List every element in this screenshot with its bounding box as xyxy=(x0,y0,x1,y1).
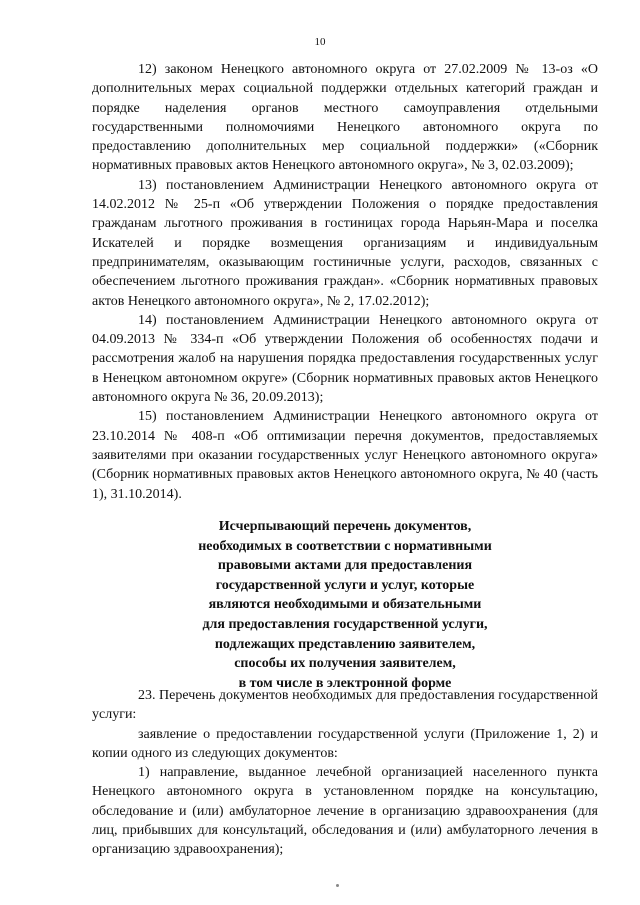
list-item-12: 12) законом Ненецкого автономного округа от 27.02.2009 № 13-оз «О дополнительных мерах социальной поддержки отдельных категорий граждан и порядке наделения органов местного самоуправления отдельными государственными полномочиями Ненецкого автономного округа по предоставлению дополнительных мер социальной поддержки» («Сборник нормативных правовых актов Ненецкого автономного округа», № 3, 02.03.2009); xyxy=(92,62,598,174)
heading-line: являются необходимыми и обязательными xyxy=(208,597,482,613)
heading-line: правовыми актами для предоставления xyxy=(217,558,473,574)
clause-23: 23. Перечень документов необходимых для предоставления государственной услуги: xyxy=(92,688,598,723)
heading-line: государственной услуги и услуг, которые xyxy=(215,577,475,593)
heading-line: необходимых в соответствии с нормативными xyxy=(198,538,492,554)
scan-dot xyxy=(336,884,339,887)
heading-line: способы их получения заявителем, xyxy=(234,656,456,672)
list-item-13: 13) постановлением Администрации Ненецкого автономного округа от 14.02.2012 № 25-п «Об утверждении Положения о порядке предоставления гражданам льготного проживания в гостиницах города Нарьян-Мара и поселка Искателей и порядке возмещения организациям и индивидуальным предпринимателям, оказывающим гостиничные услуги, расходов, связанных с обеспечением льготного проживания граждан». «Сборник нормативных правовых актов Ненецкого автономного округа», № 2, 17.02.2012); xyxy=(92,177,598,309)
application-paragraph: заявление о предоставлении государственной услуги (Приложение 1, 2) и копии одного из следующих документов: xyxy=(92,726,598,761)
heading-line: подлежащих представлению заявителем, xyxy=(214,636,476,652)
page-number: 10 xyxy=(314,36,326,48)
heading-line: для предоставления государственной услуги, xyxy=(202,616,488,632)
section-heading xyxy=(92,517,598,693)
heading-line: в том числе в электронной форме xyxy=(238,675,452,691)
document-item-1: 1) направление, выданное лечебной организацией населенного пункта Ненецкого автономного округа в установленном порядке на консультацию, обследование и (или) амбулаторное лечение в организацию здравоохранения (для лиц, прибывших для консультаций, обследования и (или) амбулаторного лечения в организацию здравоохранения); xyxy=(92,765,598,858)
list-item-15: 15) постановлением Администрации Ненецкого автономного округа от 23.10.2014 № 408-п «Об оптимизации перечня документов, предоставляемых заявителями при оказании государственных услуг Ненецкого автономного округа» (Сборник нормативных правовых актов Ненецкого автономного округа, № 40 (часть 1), 31.10.2014). xyxy=(92,409,598,502)
list-item-14: 14) постановлением Администрации Ненецкого автономного округа от 04.09.2013 № 334-п «Об утверждении Положения об особенностях подачи и рассмотрения жалоб на нарушения порядка предоставления государственных услуг в Ненецком автономном округе» (Сборник нормативных правовых актов Ненецкого автономного округа № 36, 20.09.2013); xyxy=(92,312,598,406)
documents-list xyxy=(92,686,598,860)
legal-basis-list xyxy=(92,60,598,504)
heading-line: Исчерпывающий перечень документов, xyxy=(218,519,472,534)
